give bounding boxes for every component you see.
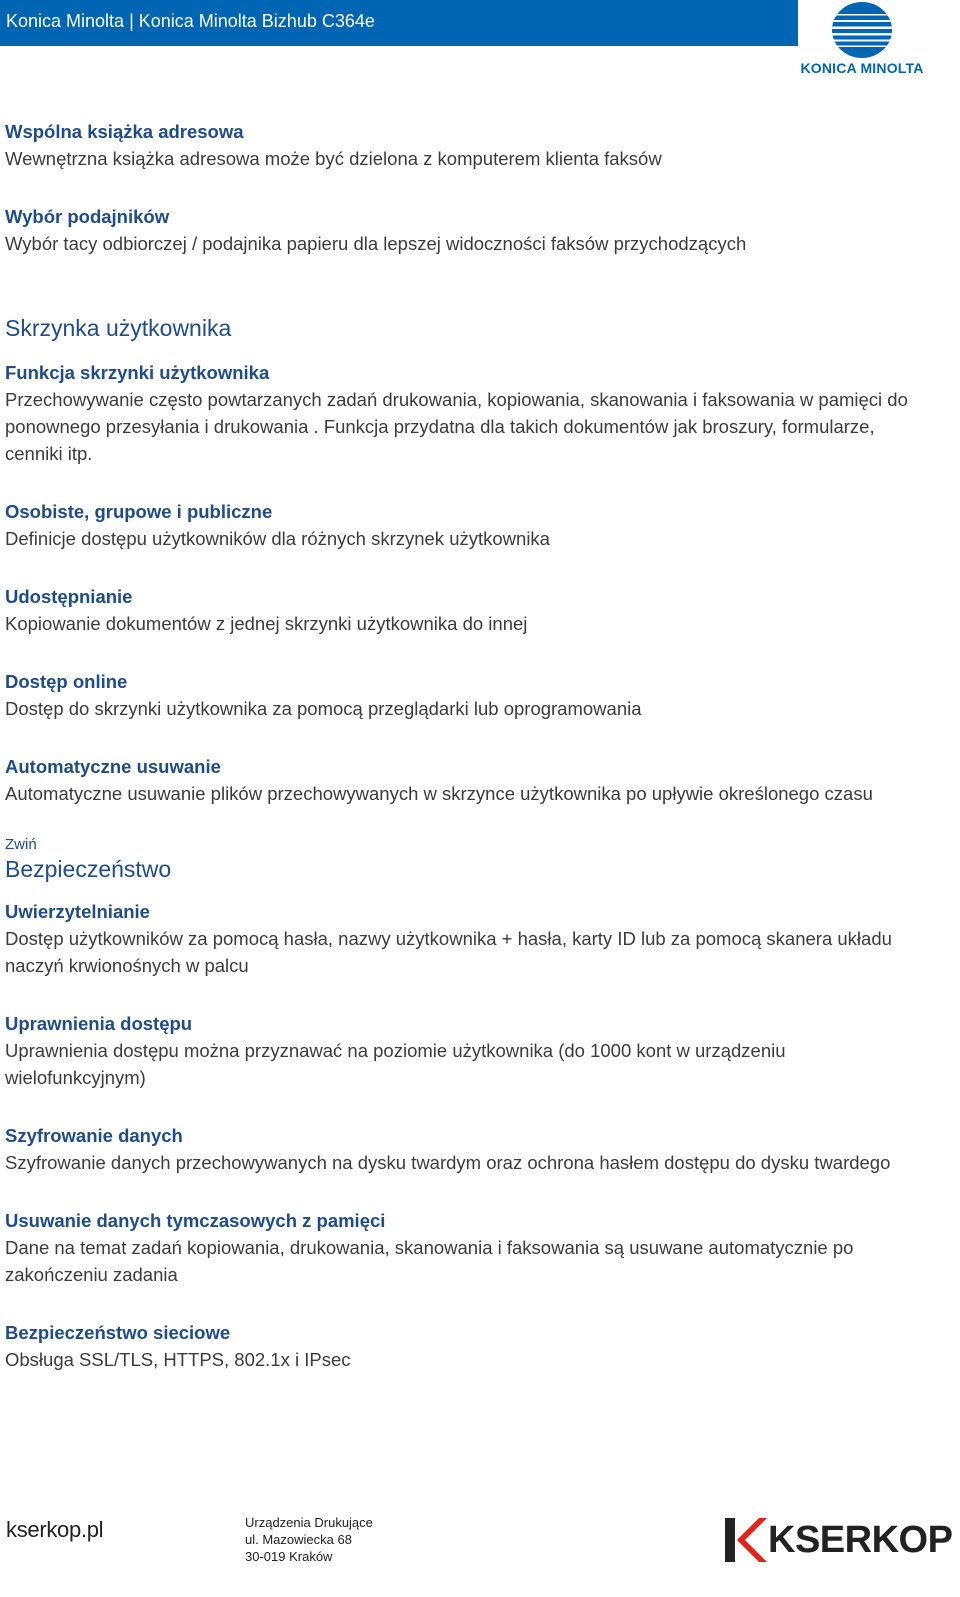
feature-description: Kopiowanie dokumentów z jednej skrzynki użytkownika do innej: [5, 613, 528, 634]
feature-block: [5, 668, 930, 722]
feature-description: Wybór tacy odbiorczej / podajnika papieru dla lepszej widoczności faksów przychodzących: [5, 233, 747, 254]
footer-domain: kserkop.pl: [6, 1517, 104, 1542]
collapse-link[interactable]: Zwiń: [5, 836, 37, 853]
section-title-security: Bezpieczeństwo: [5, 856, 172, 882]
feature-heading: Uprawnienia dostępu: [5, 1013, 193, 1034]
footer-address-line: Urządzenia Drukujące: [245, 1515, 373, 1530]
feature-block: [5, 118, 930, 172]
feature-description: Szyfrowanie danych przechowywanych na dysku twardym oraz ochrona hasłem dostępu do dysku twardego: [5, 1152, 891, 1173]
feature-heading: Funkcja skrzynki użytkownika: [5, 362, 270, 383]
footer-address-line: ul. Mazowiecka 68: [245, 1532, 352, 1547]
page-footer: [0, 1500, 960, 1597]
feature-block: [5, 1207, 930, 1288]
feature-description: Przechowywanie często powtarzanych zadań drukowania, kopiowania, skanowania i faksowania w pamięci do ponownego przesyłania i drukowania . Funkcja przydatna dla takich dokumentów jak broszury, formularze, cenniki itp.: [5, 389, 908, 464]
feature-block: [5, 359, 930, 467]
feature-block: [5, 203, 930, 257]
feature-description: Automatyczne usuwanie plików przechowywanych w skrzynce użytkownika po upływie określonego czasu: [5, 783, 873, 804]
konica-minolta-globe-icon: [830, 1, 894, 59]
feature-description: Wewnętrzna książka adresowa może być dzielona z komputerem klienta faksów: [5, 148, 662, 169]
feature-block: [5, 1319, 930, 1373]
footer-address: [245, 1514, 373, 1565]
feature-description: Dostęp użytkowników za pomocą hasła, nazwy użytkownika + hasła, karty ID lub za pomocą skanera układu naczyń krwionośnych w palcu: [5, 928, 892, 976]
konica-minolta-wordmark: KONICA MINOLTA: [800, 60, 924, 76]
section-title-user-box: Skrzynka użytkownika: [5, 315, 232, 341]
feature-heading: Wybór podajników: [5, 206, 170, 227]
feature-heading: Szyfrowanie danych: [5, 1125, 183, 1146]
feature-heading: Wspólna książka adresowa: [5, 121, 244, 142]
feature-heading: Bezpieczeństwo sieciowe: [5, 1322, 231, 1343]
feature-block: [5, 898, 930, 979]
spec-content: [5, 118, 930, 1373]
feature-description: Uprawnienia dostępu można przyznawać na poziomie użytkownika (do 1000 kont w urządzeniu wielofunkcyjnym): [5, 1040, 786, 1088]
feature-description: Obsługa SSL/TLS, HTTPS, 802.1x i IPsec: [5, 1349, 351, 1370]
feature-heading: Uwierzytelnianie: [5, 901, 150, 922]
feature-block: [5, 753, 930, 807]
feature-heading: Automatyczne usuwanie: [5, 756, 221, 777]
feature-description: Definicje dostępu użytkowników dla różnych skrzynek użytkownika: [5, 528, 550, 549]
feature-heading: Osobiste, grupowe i publiczne: [5, 501, 273, 522]
feature-description: Dane na temat zadań kopiowania, drukowania, skanowania i faksowania są usuwane automatycznie po zakończeniu zadania: [5, 1237, 854, 1285]
feature-block: [5, 498, 930, 552]
feature-heading: Udostępnianie: [5, 586, 133, 607]
konica-minolta-logo: [798, 0, 960, 84]
kserkop-k-mark-icon: [725, 1518, 767, 1562]
kserkop-wordmark: KSERKOP: [768, 1519, 953, 1561]
feature-heading: Dostęp online: [5, 671, 128, 692]
feature-description: Dostęp do skrzynki użytkownika za pomocą przeglądarki lub oprogramowania: [5, 698, 642, 719]
feature-block: [5, 583, 930, 637]
footer-address-line: 30-019 Kraków: [245, 1549, 333, 1564]
feature-block: [5, 1010, 930, 1091]
feature-block: [5, 1122, 930, 1176]
feature-heading: Usuwanie danych tymczasowych z pamięci: [5, 1210, 386, 1231]
page-header-title: Konica Minolta | Konica Minolta Bizhub C364e: [6, 11, 375, 31]
